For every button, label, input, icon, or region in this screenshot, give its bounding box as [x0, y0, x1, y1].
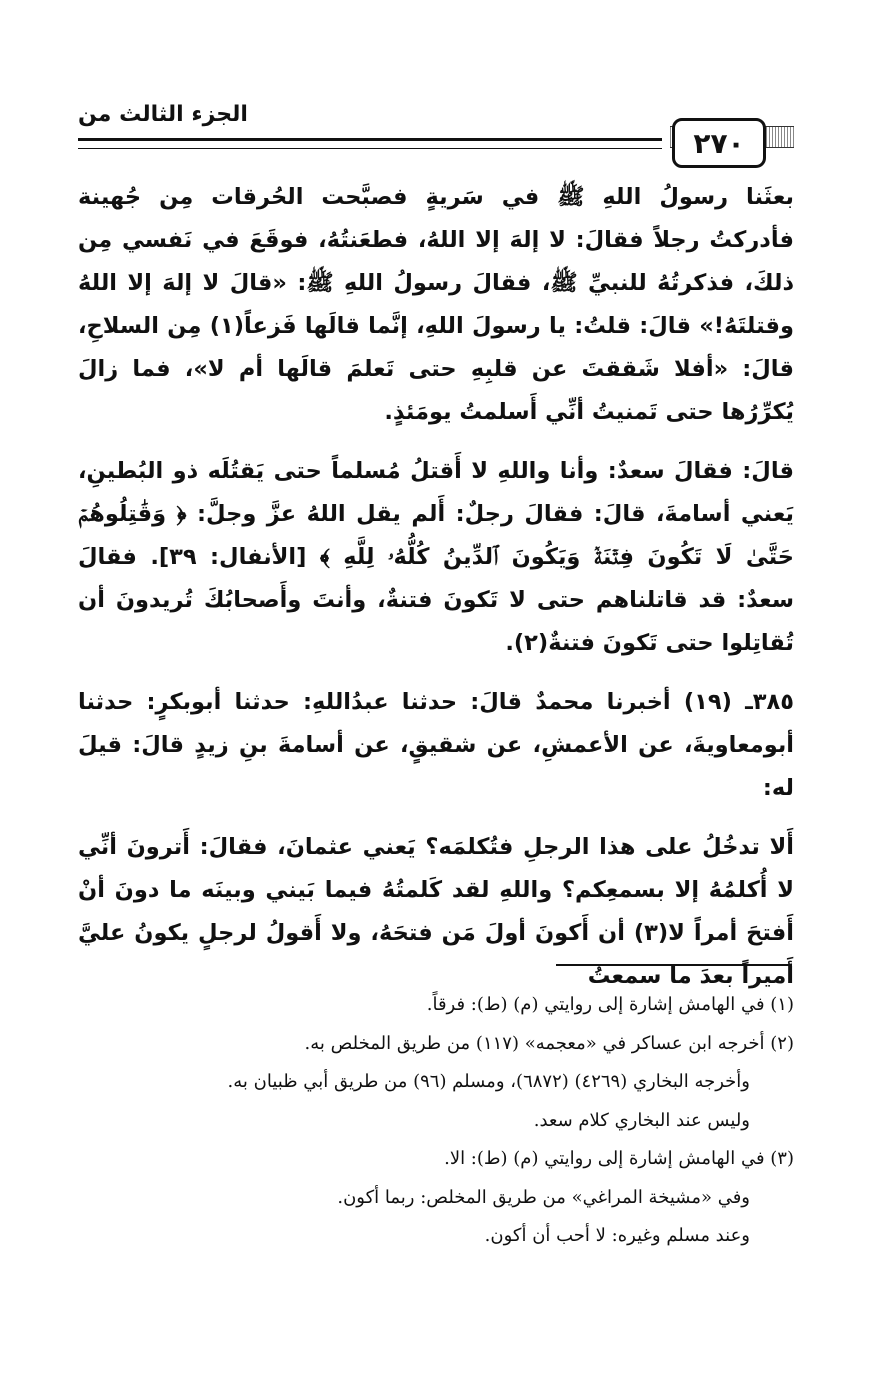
- header-rule-thin: [78, 148, 662, 149]
- footnotes: [78, 986, 794, 1256]
- paragraph: بعثَنا رسولُ اللهِ ﷺ في سَريةٍ فصبَّحت الحُرقات مِن جُهينة فأدركتُ رجلاً فقالَ: لا إلهَ إلا اللهُ، فطعَنتُهُ، فوقَعَ في نَفسي مِن ذلكَ، فذكرتُهُ للنبيِّ ﷺ، فقالَ رسولُ اللهِ ﷺ: «قالَ لا إلهَ إلا اللهُ وقتلتَهُ!» قالَ: قلتُ: يا رسولَ اللهِ، إنَّما قالَها فَزعاً(١) مِن السلاحِ، قالَ: «أفلا شَققتَ عن قلبِهِ حتى تَعلمَ قالَها أم لا»، فما زالَ يُكرِّرُها حتى تَمنيتُ أنِّي أَسلمتُ يومَئذٍ.: [78, 184, 794, 425]
- footnote-1: (١) في الهامش إشارة إلى روايتي (م) (ط): فرقاً.: [426, 994, 794, 1015]
- header-rule-thick: [78, 138, 662, 141]
- footnote-separator: [556, 964, 792, 966]
- footnote-3-cont: وعند مسلم وغيره: لا أحب أن أكون.: [484, 1225, 750, 1246]
- footnote-3-cont: وفي «مشيخة المراغي» من طريق المخلص: ربما أكون.: [337, 1186, 750, 1208]
- footnote-2-cont: وليس عند البخاري كلام سعد.: [533, 1109, 750, 1131]
- footnote-2: (٢) أخرجه ابن عساكر في «معجمه» (١١٧) من طريق المخلص به.: [304, 1032, 794, 1054]
- paragraph: ٣٨٥ـ (١٩) أخبرنا محمدٌ قالَ: حدثنا عبدُاللهِ: حدثنا أبوبكرٍ: حدثنا أبومعاويةَ، عن الأعمشِ، عن شقيقٍ، عن أسامةَ بنِ زيدٍ قالَ: قيلَ له:: [78, 689, 794, 801]
- paragraph: قالَ: فقالَ سعدٌ: وأنا واللهِ لا أَقتلُ مُسلماً حتى يَقتُلَه ذو البُطينِ، يَعني أسامةَ، قالَ: فقالَ رجلٌ: أَلم يقل اللهُ عزَّ وجلَّ: ﴿ وَقَٰتِلُوهُمۡ حَتَّىٰ لَا تَكُونَ فِتۡنَةٞ وَيَكُونَ ٱلدِّينُ كُلُّهُۥ لِلَّهِ ﴾ [الأنفال: ٣٩]. فقالَ سعدٌ: قد قاتلناهم حتى لا تَكونَ فتنةٌ، وأنتَ وأَصحابُكَ تُريدونَ أن تُقاتِلوا حتى تَكونَ فتنةٌ(٢).: [78, 458, 794, 656]
- main-text: [78, 176, 794, 998]
- page-number: [672, 118, 766, 168]
- footnote-3: (٣) في الهامش إشارة إلى روايتي (م) (ط): الا.: [444, 1148, 794, 1169]
- running-header-title: الجزء الثالث من: [78, 102, 248, 127]
- page-number-text: ٢٧٠: [693, 126, 745, 160]
- footnote-2-cont: وأخرجه البخاري (٤٢٦٩) (٦٨٧٢)، ومسلم (٩٦) من طريق أبي ظبيان به.: [227, 1071, 750, 1092]
- paragraph: أَلا تدخُلُ على هذا الرجلِ فتُكلمَه؟ يَعني عثمانَ، فقالَ: أَترونَ أنِّي لا أُكلمُهُ إلا بسمعِكم؟ واللهِ لقد كَلمتُهُ فيما بَيني وبينَه ما دونَ أنْ أَفتحَ أمراً لا(٣) أن أَكونَ أولَ مَن فتحَهُ، ولا أَقولُ لرجلٍ يكونُ عليَّ أَميراً بعدَ ما سمعتُ: [78, 834, 794, 989]
